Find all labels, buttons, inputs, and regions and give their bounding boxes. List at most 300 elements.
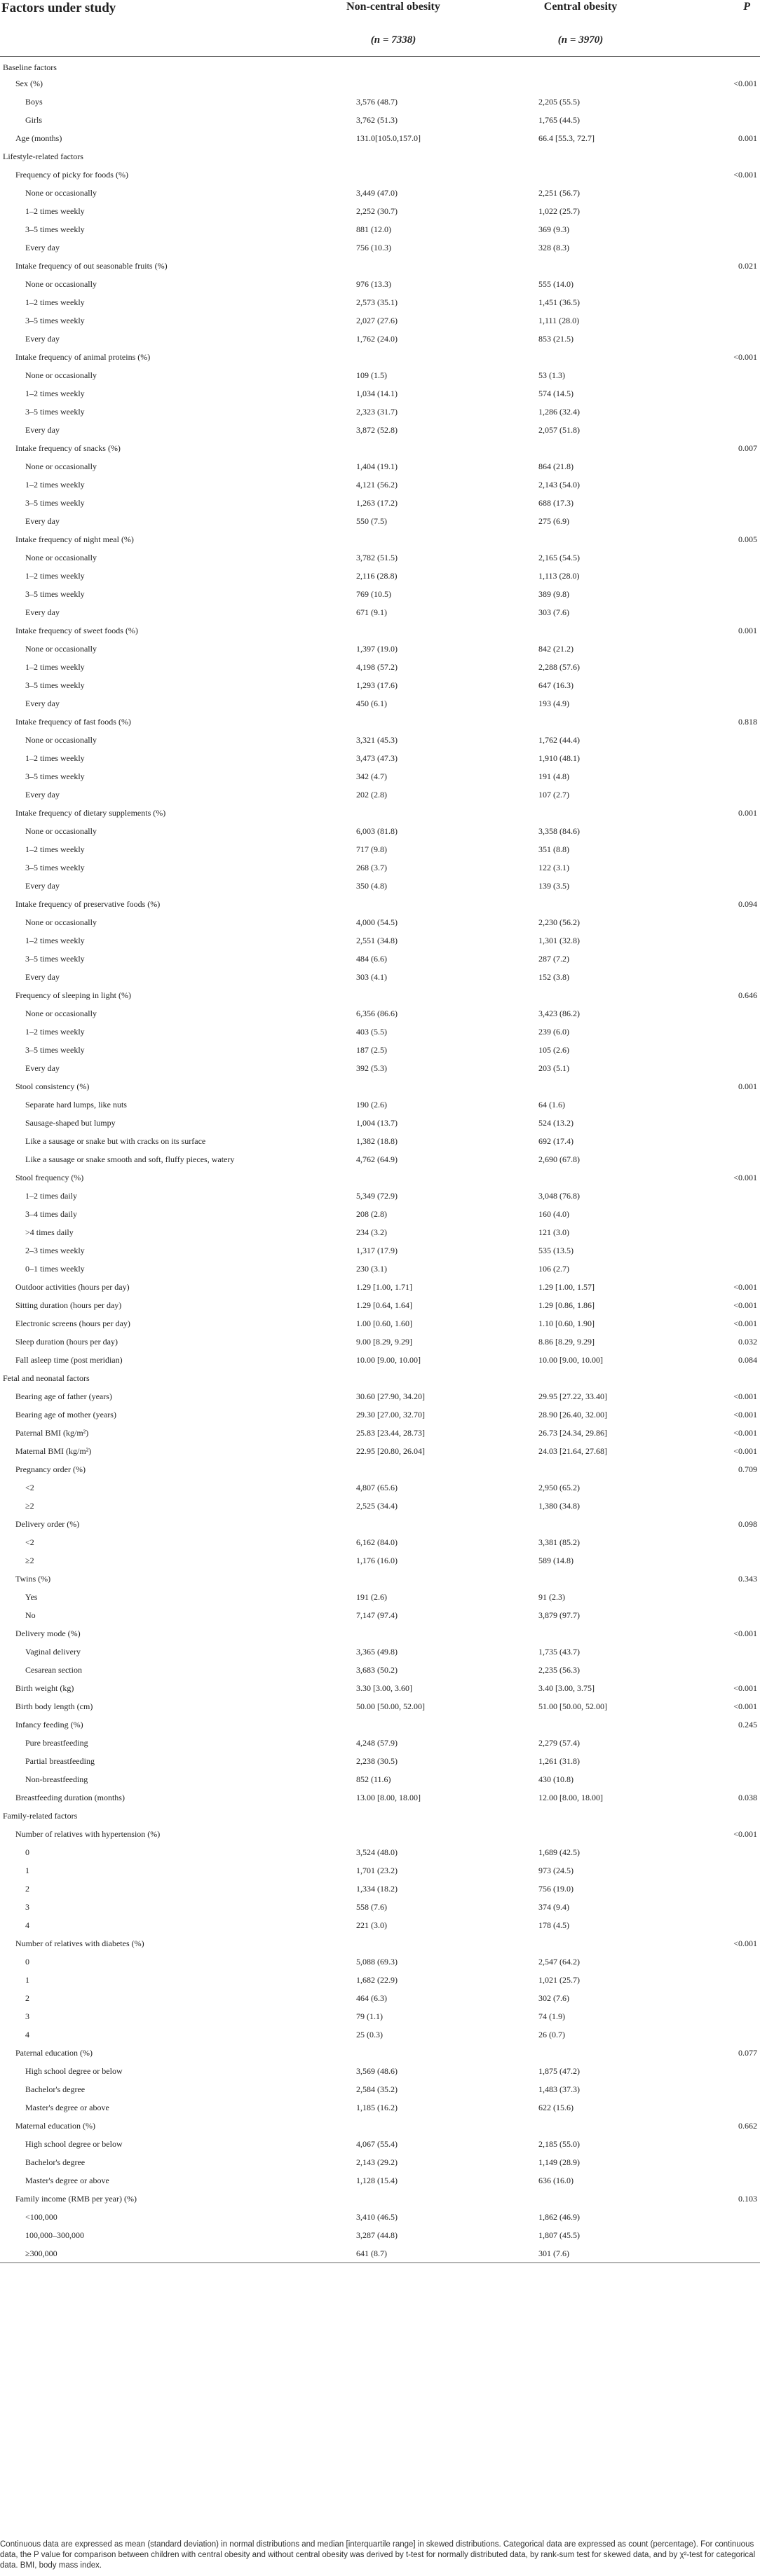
- row-label: Partial breastfeeding: [25, 1756, 95, 1766]
- central-value: 692 (17.4): [538, 1136, 574, 1146]
- central-value: 1,113 (28.0): [538, 571, 580, 581]
- p-value: [676, 586, 760, 604]
- table-row: [0, 1643, 760, 1661]
- non-central-value: 1,317 (17.9): [356, 1246, 398, 1255]
- p-value: [676, 1023, 760, 1041]
- central-value: 864 (21.8): [538, 461, 574, 471]
- table-row: [0, 841, 760, 859]
- row-label: 3–5 times weekly: [25, 498, 85, 508]
- non-central-value: [301, 1516, 485, 1534]
- row-label: ≥300,000: [25, 2248, 57, 2258]
- row-label: 2: [25, 1993, 29, 2003]
- table-row: [0, 1661, 760, 1680]
- row-label: ≥2: [25, 1501, 34, 1511]
- table-row: [0, 750, 760, 768]
- central-value: [485, 531, 676, 549]
- central-value: 2,143 (54.0): [538, 480, 580, 490]
- row-label: Intake frequency of night meal (%): [15, 534, 134, 544]
- central-value: 303 (7.6): [538, 607, 569, 617]
- table-row: [0, 130, 760, 148]
- non-central-value: 769 (10.5): [356, 589, 391, 599]
- row-label: Every day: [25, 334, 60, 344]
- non-central-value: 1,004 (13.7): [356, 1118, 398, 1128]
- row-label: Birth body length (cm): [15, 1701, 93, 1711]
- table-row: [0, 1351, 760, 1370]
- p-value: 0.001: [738, 133, 757, 143]
- p-value: <0.001: [733, 1391, 757, 1401]
- central-value: 2,251 (56.7): [538, 188, 580, 198]
- non-central-value: 2,525 (34.4): [356, 1501, 398, 1511]
- row-label: Pregnancy order (%): [15, 1464, 86, 1474]
- row-label: Sausage-shaped but lumpy: [25, 1118, 116, 1128]
- table-row: [0, 1753, 760, 1771]
- central-value: 2,235 (56.3): [538, 1665, 580, 1675]
- p-value: 0.007: [738, 443, 757, 453]
- p-value: <0.001: [733, 352, 757, 362]
- central-value: 535 (13.5): [538, 1246, 574, 1255]
- table-row: [0, 1880, 760, 1899]
- table-row: [0, 932, 760, 950]
- p-value: [676, 1607, 760, 1625]
- central-value: 647 (16.3): [538, 680, 574, 690]
- row-label: High school degree or below: [25, 2139, 123, 2149]
- p-value: [676, 403, 760, 422]
- non-central-value: 3.30 [3.00, 3.60]: [356, 1683, 412, 1693]
- row-label: Master's degree or above: [25, 2103, 109, 2112]
- non-central-value: 3,683 (50.2): [356, 1665, 398, 1675]
- non-central-value: 1,701 (23.2): [356, 1866, 398, 1875]
- central-value: 1,689 (42.5): [538, 1847, 580, 1857]
- p-value: <0.001: [733, 1628, 757, 1638]
- table-row: [0, 458, 760, 476]
- row-label: 100,000–300,000: [25, 2230, 84, 2240]
- table-row: [0, 1187, 760, 1206]
- row-label: Cesarean section: [25, 1665, 82, 1675]
- p-value: [676, 494, 760, 513]
- p-value: [676, 1771, 760, 1789]
- row-label: <100,000: [25, 2212, 57, 2222]
- non-central-value: 3,569 (48.6): [356, 2066, 398, 2076]
- central-value: 1,286 (32.4): [538, 407, 580, 417]
- table-row: [0, 203, 760, 221]
- table-row: [0, 2008, 760, 2026]
- non-central-value: [301, 896, 485, 914]
- p-value: [676, 1917, 760, 1935]
- non-central-value: 3,524 (48.0): [356, 1847, 398, 1857]
- non-central-value: 671 (9.1): [356, 607, 387, 617]
- row-label: Every day: [25, 516, 60, 526]
- table-row: [0, 1224, 760, 1242]
- table-row: [0, 312, 760, 330]
- row-label: None or occasionally: [25, 279, 97, 289]
- row-label: Master's degree or above: [25, 2176, 109, 2185]
- row-label: Outdoor activities (hours per day): [15, 1282, 130, 1292]
- p-value: [676, 786, 760, 804]
- table-row: [0, 349, 760, 367]
- table-row: [0, 1516, 760, 1534]
- row-label: Every day: [25, 243, 60, 252]
- row-label: Stool frequency (%): [15, 1173, 84, 1182]
- table-row: [0, 604, 760, 622]
- central-value: 2,690 (67.8): [538, 1154, 580, 1164]
- non-central-value: 3,449 (47.0): [356, 188, 398, 198]
- p-value: [676, 422, 760, 440]
- non-central-value: [301, 987, 485, 1005]
- non-central-value: 4,067 (55.4): [356, 2139, 398, 2149]
- table-row: [0, 950, 760, 969]
- non-central-value: 1,128 (15.4): [356, 2176, 398, 2185]
- table-row: [0, 731, 760, 750]
- central-value: 66.4 [55.3, 72.7]: [538, 133, 595, 143]
- non-central-value: [301, 2117, 485, 2136]
- table-row: [0, 1698, 760, 1716]
- central-value: 1,451 (36.5): [538, 297, 580, 307]
- row-label: Every day: [25, 881, 60, 891]
- non-central-value: 342 (4.7): [356, 771, 387, 781]
- row-label: None or occasionally: [25, 735, 97, 745]
- p-value: <0.001: [733, 1683, 757, 1693]
- table-row: [0, 1589, 760, 1607]
- p-value: [676, 932, 760, 950]
- central-value: 389 (9.8): [538, 589, 569, 599]
- table-row: [0, 1096, 760, 1114]
- p-value: [676, 184, 760, 203]
- table-header: [0, 0, 760, 57]
- central-value: 1,111 (28.0): [538, 316, 580, 325]
- central-value: 622 (15.6): [538, 2103, 574, 2112]
- central-value: 191 (4.8): [538, 771, 569, 781]
- table-row: [0, 567, 760, 586]
- table-row: [0, 166, 760, 184]
- central-value: [485, 713, 676, 731]
- row-label: Delivery mode (%): [15, 1628, 81, 1638]
- row-label: Number of relatives with diabetes (%): [15, 1938, 144, 1948]
- row-label: 2–3 times weekly: [25, 1246, 85, 1255]
- row-label: Non-breastfeeding: [25, 1774, 88, 1784]
- central-value: 1,483 (37.3): [538, 2084, 580, 2094]
- central-value: 1,021 (25.7): [538, 1975, 580, 1985]
- section-row: [0, 1807, 760, 1826]
- non-central-value: 3,782 (51.5): [356, 553, 398, 562]
- p-value: <0.001: [733, 1300, 757, 1310]
- row-label: Intake frequency of preservative foods (%): [15, 899, 161, 909]
- p-value: [676, 294, 760, 312]
- table-row: [0, 1242, 760, 1260]
- non-central-value: [301, 1078, 485, 1096]
- central-value: 91 (2.3): [538, 1592, 565, 1602]
- row-label: Intake frequency of sweet foods (%): [15, 626, 138, 635]
- non-central-value: 881 (12.0): [356, 224, 391, 234]
- central-value: 973 (24.5): [538, 1866, 574, 1875]
- p-value: <0.001: [733, 1319, 757, 1328]
- central-value: 275 (6.9): [538, 516, 569, 526]
- p-value: [676, 93, 760, 112]
- table-row: [0, 1953, 760, 1971]
- row-label: 1–2 times weekly: [25, 936, 85, 945]
- central-value: 328 (8.3): [538, 243, 569, 252]
- central-value: 555 (14.0): [538, 279, 574, 289]
- p-value: <0.001: [733, 1173, 757, 1182]
- non-central-value: 221 (3.0): [356, 1920, 387, 1930]
- table-row: [0, 2172, 760, 2190]
- row-label: 2: [25, 1884, 29, 1894]
- central-value: [485, 1625, 676, 1643]
- non-central-value: 3,473 (47.3): [356, 753, 398, 763]
- non-central-value: 4,121 (56.2): [356, 480, 398, 490]
- non-central-value: 852 (11.6): [356, 1774, 391, 1784]
- row-label: Paternal education (%): [15, 2048, 93, 2058]
- central-value: 122 (3.1): [538, 863, 569, 872]
- central-value: 139 (3.5): [538, 881, 569, 891]
- non-central-value: [301, 349, 485, 367]
- central-value: [485, 896, 676, 914]
- central-value: 74 (1.9): [538, 2011, 565, 2021]
- p-value: [676, 2026, 760, 2044]
- p-value: [676, 367, 760, 385]
- row-label: Pure breastfeeding: [25, 1738, 88, 1748]
- p-value: <0.001: [733, 1282, 757, 1292]
- non-central-value: 2,551 (34.8): [356, 936, 398, 945]
- non-central-value: 558 (7.6): [356, 1902, 387, 1912]
- table-row: [0, 549, 760, 567]
- p-value: [676, 2099, 760, 2117]
- p-value: [676, 1534, 760, 1552]
- row-label: Intake frequency of fast foods (%): [15, 717, 131, 727]
- p-value: [676, 2081, 760, 2099]
- p-value: 0.038: [738, 1793, 757, 1802]
- p-value: [676, 750, 760, 768]
- non-central-value: 5,088 (69.3): [356, 1957, 398, 1967]
- non-central-value: [301, 1935, 485, 1953]
- non-central-value: 403 (5.5): [356, 1027, 387, 1037]
- central-value: 178 (4.5): [538, 1920, 569, 1930]
- p-value: [676, 1479, 760, 1497]
- header-central-n: (n = 3970): [557, 34, 604, 46]
- row-label: 3–5 times weekly: [25, 1045, 85, 1055]
- central-value: 12.00 [8.00, 18.00]: [538, 1793, 603, 1802]
- p-value: <0.001: [733, 170, 757, 180]
- row-label: Intake frequency of dietary supplements (%): [15, 808, 166, 818]
- p-value: [676, 1133, 760, 1151]
- table-body: [0, 57, 760, 2263]
- row-label: 3–5 times weekly: [25, 224, 85, 234]
- central-value: 2,165 (54.5): [538, 553, 580, 562]
- central-value: 2,547 (64.2): [538, 1957, 580, 1967]
- row-label: None or occasionally: [25, 1009, 97, 1018]
- central-value: [485, 166, 676, 184]
- table-row: [0, 422, 760, 440]
- non-central-value: 268 (3.7): [356, 863, 387, 872]
- non-central-value: 464 (6.3): [356, 1993, 387, 2003]
- row-label: 3–5 times weekly: [25, 680, 85, 690]
- p-value: [676, 604, 760, 622]
- non-central-value: 22.95 [20.80, 26.04]: [356, 1446, 425, 1456]
- table-row: [0, 2081, 760, 2099]
- non-central-value: 1,034 (14.1): [356, 389, 398, 398]
- p-value: [676, 1370, 760, 1388]
- row-label: 1–2 times weekly: [25, 844, 85, 854]
- table-row: [0, 276, 760, 294]
- row-label: Bachelor's degree: [25, 2084, 86, 2094]
- row-label: Maternal BMI (kg/m²): [15, 1446, 92, 1456]
- non-central-value: 1.29 [1.00, 1.71]: [356, 1282, 412, 1292]
- p-value: [676, 239, 760, 257]
- central-value: 374 (9.4): [538, 1902, 569, 1912]
- table-row: [0, 239, 760, 257]
- non-central-value: 1,762 (24.0): [356, 334, 398, 344]
- central-value: 301 (7.6): [538, 2248, 569, 2258]
- central-value: 1,301 (32.8): [538, 936, 580, 945]
- row-label: 1–2 times daily: [25, 1191, 77, 1201]
- non-central-value: [301, 57, 485, 75]
- row-label: 4: [25, 2030, 29, 2039]
- table-row: [0, 531, 760, 549]
- row-label: Every day: [25, 790, 60, 800]
- row-label: None or occasionally: [25, 461, 97, 471]
- central-value: 1,149 (28.9): [538, 2157, 580, 2167]
- table-row: [0, 1570, 760, 1589]
- table-row: [0, 2245, 760, 2263]
- p-value: [676, 2008, 760, 2026]
- p-value: 0.818: [738, 717, 757, 727]
- p-value: 0.021: [738, 261, 757, 271]
- non-central-value: [301, 1807, 485, 1826]
- p-value: [676, 1990, 760, 2008]
- table-row: [0, 1771, 760, 1789]
- central-value: [485, 1807, 676, 1826]
- p-value: [676, 330, 760, 349]
- row-label: Vaginal delivery: [25, 1647, 81, 1657]
- table-row: [0, 1826, 760, 1844]
- central-value: 239 (6.0): [538, 1027, 569, 1037]
- central-value: 203 (5.1): [538, 1063, 569, 1073]
- p-value: [676, 1206, 760, 1224]
- central-value: 1.29 [1.00, 1.57]: [538, 1282, 595, 1292]
- central-value: 1,022 (25.7): [538, 206, 580, 216]
- non-central-value: 976 (13.3): [356, 279, 391, 289]
- table-row: [0, 1734, 760, 1753]
- central-value: [485, 622, 676, 640]
- central-value: 121 (3.0): [538, 1227, 569, 1237]
- central-value: 51.00 [50.00, 52.00]: [538, 1701, 607, 1711]
- table-row: [0, 1716, 760, 1734]
- row-label: 3–5 times weekly: [25, 954, 85, 964]
- p-value: [676, 112, 760, 130]
- non-central-value: 1,334 (18.2): [356, 1884, 398, 1894]
- table-row: [0, 75, 760, 93]
- central-value: 105 (2.6): [538, 1045, 569, 1055]
- central-value: 3,358 (84.6): [538, 826, 580, 836]
- p-value: [676, 57, 760, 75]
- p-value: <0.001: [733, 1428, 757, 1438]
- non-central-value: [301, 531, 485, 549]
- p-value: [676, 1114, 760, 1133]
- non-central-value: 1,382 (18.8): [356, 1136, 398, 1146]
- row-label: 3–5 times weekly: [25, 589, 85, 599]
- table-row: [0, 1461, 760, 1479]
- non-central-value: 3,321 (45.3): [356, 735, 398, 745]
- table-row: [0, 695, 760, 713]
- row-label: No: [25, 1610, 36, 1620]
- row-label: Electronic screens (hours per day): [15, 1319, 130, 1328]
- non-central-value: [301, 257, 485, 276]
- p-value: 0.646: [738, 990, 757, 1000]
- table-row: [0, 1625, 760, 1643]
- table-row: [0, 494, 760, 513]
- table-row: [0, 1114, 760, 1133]
- header-central: Central obesity: [543, 1, 618, 13]
- table-row: [0, 2099, 760, 2117]
- row-label: Bearing age of mother (years): [15, 1410, 116, 1420]
- table-row: [0, 513, 760, 531]
- non-central-value: 29.30 [27.00, 32.70]: [356, 1410, 425, 1420]
- central-value: 2,230 (56.2): [538, 917, 580, 927]
- p-value: [676, 659, 760, 677]
- p-value: [676, 859, 760, 877]
- row-label: Fetal and neonatal factors: [3, 1373, 90, 1383]
- central-value: 8.86 [8.29, 9.29]: [538, 1337, 595, 1347]
- row-label: Boys: [25, 97, 43, 107]
- non-central-value: [301, 75, 485, 93]
- section-row: [0, 148, 760, 166]
- non-central-value: 9.00 [8.29, 9.29]: [356, 1337, 412, 1347]
- non-central-value: 1,293 (17.6): [356, 680, 398, 690]
- non-central-value: 4,000 (54.5): [356, 917, 398, 927]
- table-row: [0, 1151, 760, 1169]
- non-central-value: 1,176 (16.0): [356, 1556, 398, 1565]
- non-central-value: 25 (0.3): [356, 2030, 383, 2039]
- row-label: None or occasionally: [25, 188, 97, 198]
- table-row: [0, 586, 760, 604]
- non-central-value: 350 (4.8): [356, 881, 387, 891]
- table-row: [0, 93, 760, 112]
- row-label: 0–1 times weekly: [25, 1264, 85, 1274]
- non-central-value: 5,349 (72.9): [356, 1191, 398, 1201]
- p-value: 0.005: [738, 534, 757, 544]
- non-central-value: 1,397 (19.0): [356, 644, 398, 654]
- p-value: 0.662: [738, 2121, 757, 2131]
- central-value: 430 (10.8): [538, 1774, 574, 1784]
- table-row: [0, 804, 760, 823]
- p-value: [676, 950, 760, 969]
- p-value: [676, 1971, 760, 1990]
- non-central-value: 1,263 (17.2): [356, 498, 398, 508]
- central-value: 524 (13.2): [538, 1118, 574, 1128]
- p-value: [676, 2227, 760, 2245]
- row-label: ≥2: [25, 1556, 34, 1565]
- non-central-value: 202 (2.8): [356, 790, 387, 800]
- row-label: Fall asleep time (post meridian): [15, 1355, 123, 1365]
- row-label: 4: [25, 1920, 29, 1930]
- table-row: [0, 1917, 760, 1935]
- p-value: <0.001: [733, 1410, 757, 1420]
- central-value: 3,381 (85.2): [538, 1537, 580, 1547]
- central-value: 1,762 (44.4): [538, 735, 580, 745]
- non-central-value: 7,147 (97.4): [356, 1610, 398, 1620]
- non-central-value: 234 (3.2): [356, 1227, 387, 1237]
- row-label: Yes: [25, 1592, 38, 1602]
- row-label: 1–2 times weekly: [25, 571, 85, 581]
- header-non-central: Non-central obesity: [346, 1, 440, 13]
- p-value: 0.103: [738, 2194, 757, 2204]
- row-label: None or occasionally: [25, 644, 97, 654]
- p-value: [676, 677, 760, 695]
- table-row: [0, 1552, 760, 1570]
- non-central-value: 717 (9.8): [356, 844, 387, 854]
- p-value: [676, 312, 760, 330]
- header-p: P: [743, 1, 750, 13]
- non-central-value: [301, 148, 485, 166]
